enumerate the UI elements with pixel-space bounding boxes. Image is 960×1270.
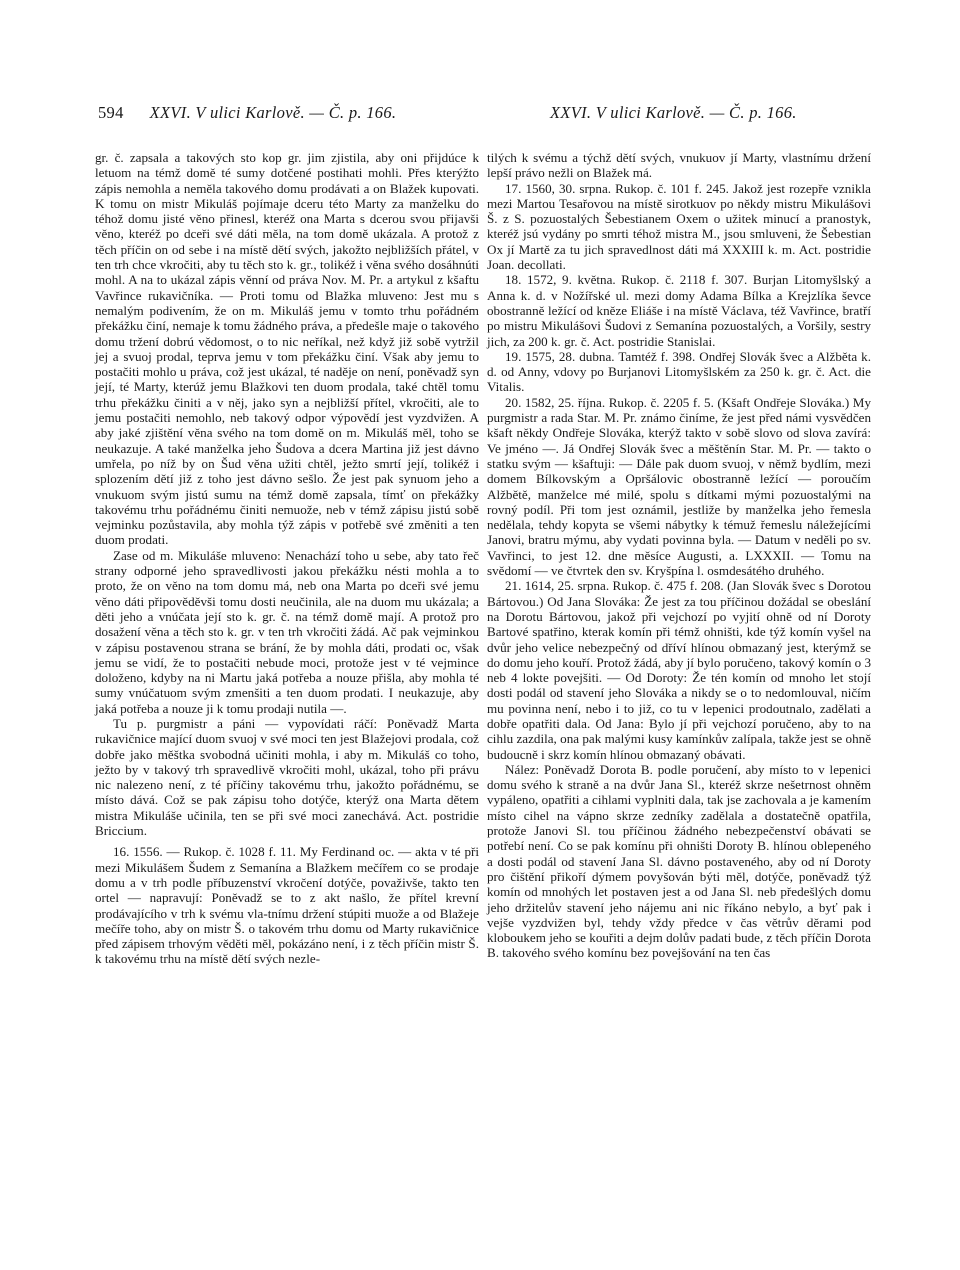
page-number: 594 [98,103,124,122]
running-header-left [98,103,478,123]
entry-19: 19. 1575, 28. dubna. Tamtéž f. 398. Ondřej Slovák švec a Alžběta k. d. od Anny, vdovy po Burjanovi Litomyšlském za 250 k. gr. č. Act. die Vitalis. [487,348,871,395]
entry-17: 17. 1560, 30. srpna. Rukop. č. 101 f. 245. Jakož jest rozepře vznikla mezi Martou Tesařovou na místě sirotkuov po někdy mistru Mikulášovi Š. z S. pozuostalých Šebestianem Oxem o užitek minucí a pranostyk, kteréž jsú vydány po smrti téhož mistra M., jsou smluveni, že Šebestian Ox jí Martě za tu jich spravedlnost dáti má XXXIII k. m. Act. postridie Joan. decollati. [487,180,871,273]
left-column [95,150,479,967]
entry-21: 21. 1614, 25. srpna. Rukop. č. 475 f. 208. (Jan Slovák švec s Dorotou Bártovou.) Od Jana Slováka: Že jest za tou příčinou dožádal se obeslání na Dorotu Bártovou, jakož při vejchozí po vyjití ohně od ní Doroty Bartové spatřino, kterak komín při témž ohništi, kde týž komín vyšel na dvůr jeho velice nebezpečný od dříví hlínou obmazaný jest, kterýmž se do domu jeho kouří. Protož žádá, aby jí bylo poručeno, takový komín o 3 neb 4 lokte povejšiti. — Od Doroty: Že tén komín od mnoho let stojí dosti podál od stavení jeho Slováka a nikdy se o to nedomlouval, ničím mu povinna není, nebo i to již, co tu v lepenici prodoutnalo, zadělati a dobře opatřiti dala. Od Jana: Bylo jí při vejchozí poručeno, aby to na cihlu zazdila, ona pak malými kusy kamínkův zalípala, takže jest se ohně budoucně i skrz komín hlínou obmazaný obávati. [487,578,872,762]
entry-18: 18. 1572, 9. května. Rukop. č. 2118 f. 307. Burjan Litomyšlský a Anna k. d. v Nožířské ul. mezi domy Adama Bílka a Krejzlíka ševce obostranně ležící od kněze Eliáše i na místě Václava, též Vavřince, bratří po mistru Mikulášovi Šudovi z Semanína pozuostalých, a Voršily, sestry jich, za 200 k. gr. č. Act. postridie Stanislai. [487,272,871,349]
entry-16: 16. 1556. — Rukop. č. 1028 f. 11. My Ferdinand oc. — akta v té při mezi Mikulášem Šudem z Semanína a Blažkem mečířem co se prodaje domu a v trh podle příbuzenství vkročení dotýče, považivše, takto ten ortel — napravují: Poněvadž se to z akt našlo, že přítel krevní prodávajícího v trh k svému vla-tnímu držení stúpiti muože a od Blažeje mečíře toho, aby on mistr Š. o takovém trhu domu od Marty rukavičnice před zápisem trhovým věděti měl, pokázáno není, i z těch příčin mistr Š. k takovému trhu na místě dětí svých nezle- [95,844,479,967]
entry-20: 20. 1582, 25. října. Rukop. č. 2205 f. 5. (Kšaft Ondřeje Slováka.) My purgmistr a rada Star. M. Pr. známo činíme, že jest před námi vysvědčen kšaft někdy Ondřeje Slováka, kterýž takto v sobě slovo od slova zavírá: Ve jméno —. Já Ondřej Slovák švec a měštěnín Star. M. Pr. — takto o statku svým — kšaftuji: — Dále pak duom svuoj, v němž bydlím, mezi domem Bílkovským a Opršálovic obostranně ležící — poroučím Alžbětě, manželce mé milé, spolu s dítkami mými pozuostalými na rovný podíl. Při tom jest oznámil, jestliže by manželka jeho řemesla nedělala, tehdy kopyta se všemi nábytky k témuž řemeslu náležejícími Janovi, bratru mýmu, aby vydati povinna byla. — Datum v neděli po sv. Vavřinci, to jest 12. dne měsíce Augusti, a. LXXXII. — Tomu na svědomí — ve čtvrtek den sv. Kryšpína l. osmdesátého druhého. [487,394,871,579]
right-column [487,150,871,961]
verdict-paragraph: Nález: Poněvadž Dorota B. podle poručení, aby místo to v lepenici domu svého k straně a na dvůr Jana Sl., kteréž skrze nešetrnost ohněm vypáleno, opatřiti a cihlami vyplniti dala, tak jse zachovala a je kamením místo cihel na vápno skrze zedníky zadělala a dostatečně opatřila, protože Janovi Sl. tou příčinou žádného nebezpečenství obávati se potřebí není. Co se pak komínu při ohništi Doroty B. hlínou oblepeného a dosti podál od stavení Jana Sl. dávno postaveného, aby od ní Doroty pro čištění přikoří dýmem povyšován býti měl, dotýče, poněvadž týž komín od mnohých let postaven jest a od Jana Sl. neb předešlých domu jeho držitelův stavení jeho nájemu ani nic říkáno nebylo, a byť pak i vejše vyzdvižen byl, tehdy vždy předce v čas větrův děrami pod kloboukem jeho se kouřiti a dejm dolův padati bude, z těch příčin Dorota B. takového svého komínu bez povejšování na ten čas [487,761,871,961]
paragraph: Zase od m. Mikuláše mluveno: Nenachází toho u sebe, aby tato řeč strany odporné jeho spravedlivosti jakou překážku nésti mohla a to proto, že on věno na tom domu má, neb ona Marta po dceři své jemu věno dáti připověděvši tomu dosti neučinila, ale na duom mu ukázala; a děti jeho a vnúčata její sto k. gr. č. na témž domě mají. A protož pro dosažení věna a těch sto k. gr. v ten trh vkročiti žádá. Ač pak vejminkou v zápisu postavenou strana se brání, že by mohla dáti, prodati oc, však jemu se vidí, že to postačiti nebude moci, protože jest v té vejmince doloženo, kdyby na ni Martu jaká potřeba a nouze přišla, aby mohla té sumy vnúčatuom svým zmenšiti a ten duom prodati. I neukazuje, aby jaká potřeba a nouze ji k tomu prodaji nutila —. [95,547,479,716]
paragraph: gr. č. zapsala a takových sto kop gr. jim zjistila, aby oni přijdúce k letuom na témž domě té sumy dotčené postihati mohli. Přes kterýžto zápis nemohla a neměla takového domu prodávati a on Blažek kupovati. K tomu on mistr Mikuláš pojímaje dceru této Marty za manželku do téhož domu jisté věno přinesl, kteréž ona Marta s dcerou svou přijavši věno, kteréž po dceři své dáti měla, na tom domě ukázala. A protož z těch příčin on od sebe i na místě dětí svých, jakožto nejbližších přátel, v ten trh chce vkročiti, aby tu těch sto k. gr., tolikéž i věna svého dosáhnúti mohl. A na to ukázal zápis věnní od práva Nov. M. Pr. a artykul z kšaftu Vavřince rukavičníka. — Proti tomu od Blažka mluveno: Jest mu s nemalým podivením, že on m. Mikuláš jemu v tomto trhu pořádném překážku činí, nemaje k tomu žádného práva, a předešle maje o takového domu tržení dobrú vědomost, o to nic neříkal, než když již sobě vytržil jej a svuoj prodal, teprva jemu v tom překážku činí. Však aby jemu to postačiti mohlo u práva, což jest ukázal, té naděje on není, poněvadž syn její, té Marty, kterúž jemu Blažkovi ten duom prodala, také chtěl tomu trhu překážku činiti a v něj, jako syn a nejbližší přítel, vkročiti, ale to jemu postačiti nemohlo, neb takový odpor výpovědí jest vyzdvižen. A aby jaké zjištění věna svého na tom domě on m. Mikuláš měl, toho se neukazuje. A také manželka jeho Šudova a dcera Martina již jest dávno umřela, po níž by on Šud věna užiti chtěl, ježto smrtí její, tolikéž i splozením dětí již z toho jest dávno sešlo. Že jest pak synuom jeho a vnukuom svým jistú sumu na témž domě zapsala, tímť on překážky takovému trhu pořádnému činiti nemuože, neb v témž zápisu jistú sobě vejminku pozůstavila, aby mohla týž zápis v potřebě své změniti a ten duom prodati. [95,150,479,548]
paragraph: tilých k svému a týchž dětí svých, vnukuov jí Marty, vlastnímu držení lepší právo nežli on Blažek má. [487,150,871,181]
paragraph: Tu p. purgmistr a páni — vypovídati ráčí: Poněvadž Marta rukavičnice mající duom svuoj v své moci ten jest Blažejovi prodala, což dobře jako měštka svobodná učiniti mohla, i aby m. Mikuláš co toho, ježto by v takový trh spravedlivě vkročiti mohl, ukázal, toho při právu nic nalezeno není, z té příčiny takovému trhu, jakožto pořádnému, se místo dává. Což se pak zápisu toho dotýče, kterýž ona Marta dětem mistra Mikuláše učinila, ten se při své moci zanechává. Act. postridie Briccium. [95,715,479,839]
running-title-right: XXVI. V ulici Karlově. — Č. p. 166. [550,103,797,122]
running-title-left: XXVI. V ulici Karlově. — Č. p. 166. [149,103,397,122]
running-header-right [550,103,850,123]
